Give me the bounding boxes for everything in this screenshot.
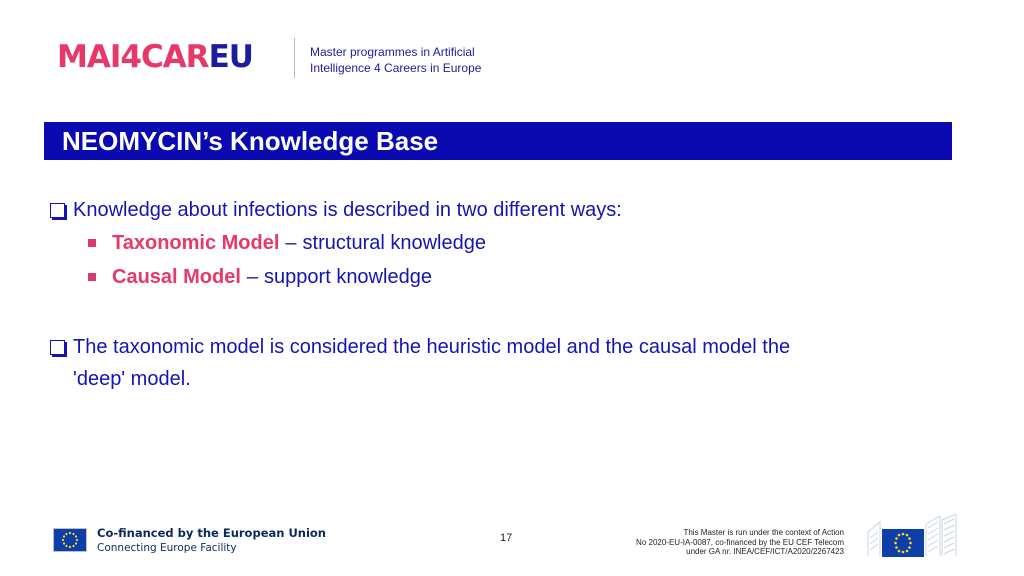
- action-note: [584, 528, 844, 557]
- bullet-text: [73, 331, 790, 395]
- bullet-text-line-1: The taxonomic model is considered the heuristic model and the causal model the: [73, 336, 791, 358]
- sub-bullet-term: Causal Model: [112, 266, 241, 288]
- action-note-line-2: No 2020-EU-IA-0087, co-financed by the EU CEF Telecom: [636, 537, 844, 547]
- slide-title: NEOMYCIN’s Knowledge Base: [62, 126, 439, 156]
- logo-part-pink: MAI4CAR: [57, 38, 209, 75]
- checkbox-bullet-icon: [50, 203, 65, 218]
- page-number: 17: [500, 532, 513, 544]
- bullet-text: Knowledge about infections is described in two different ways:: [73, 199, 622, 221]
- sub-bullet-desc: support knowledge: [264, 266, 432, 288]
- tagline-line-1: Master programmes in Artificial: [310, 45, 475, 59]
- european-commission-logo: [866, 514, 958, 558]
- action-note-line-3: under GA nr. INEA/CEF/ICT/A2020/2267423: [686, 547, 844, 556]
- sub-bullet-dash: –: [285, 232, 297, 254]
- square-bullet-icon: [88, 239, 96, 247]
- tagline-line-2: Intelligence 4 Careers in Europe: [310, 61, 482, 75]
- action-note-line-1: This Master is run under the context of Action: [683, 528, 844, 537]
- cofinanced-text: Co-financed by the European Union: [97, 526, 326, 540]
- bullet-item: [50, 194, 622, 226]
- sub-bullet-item: [88, 261, 432, 293]
- bullet-item: [50, 331, 790, 395]
- eu-cofinance-label: [97, 525, 326, 556]
- sub-bullet-item: [88, 227, 486, 259]
- sub-bullet-term: Taxonomic Model: [112, 232, 280, 254]
- bullet-text-line-2: 'deep' model.: [73, 368, 191, 390]
- sub-bullet-desc: structural knowledge: [302, 232, 486, 254]
- facility-text: Connecting Europe Facility: [97, 542, 237, 554]
- logo-part-blue: EU: [208, 38, 253, 75]
- checkbox-bullet-icon: [50, 340, 65, 355]
- sub-bullet-dash: –: [246, 266, 259, 288]
- square-bullet-icon: [88, 273, 96, 281]
- eu-flag-icon: [53, 528, 87, 552]
